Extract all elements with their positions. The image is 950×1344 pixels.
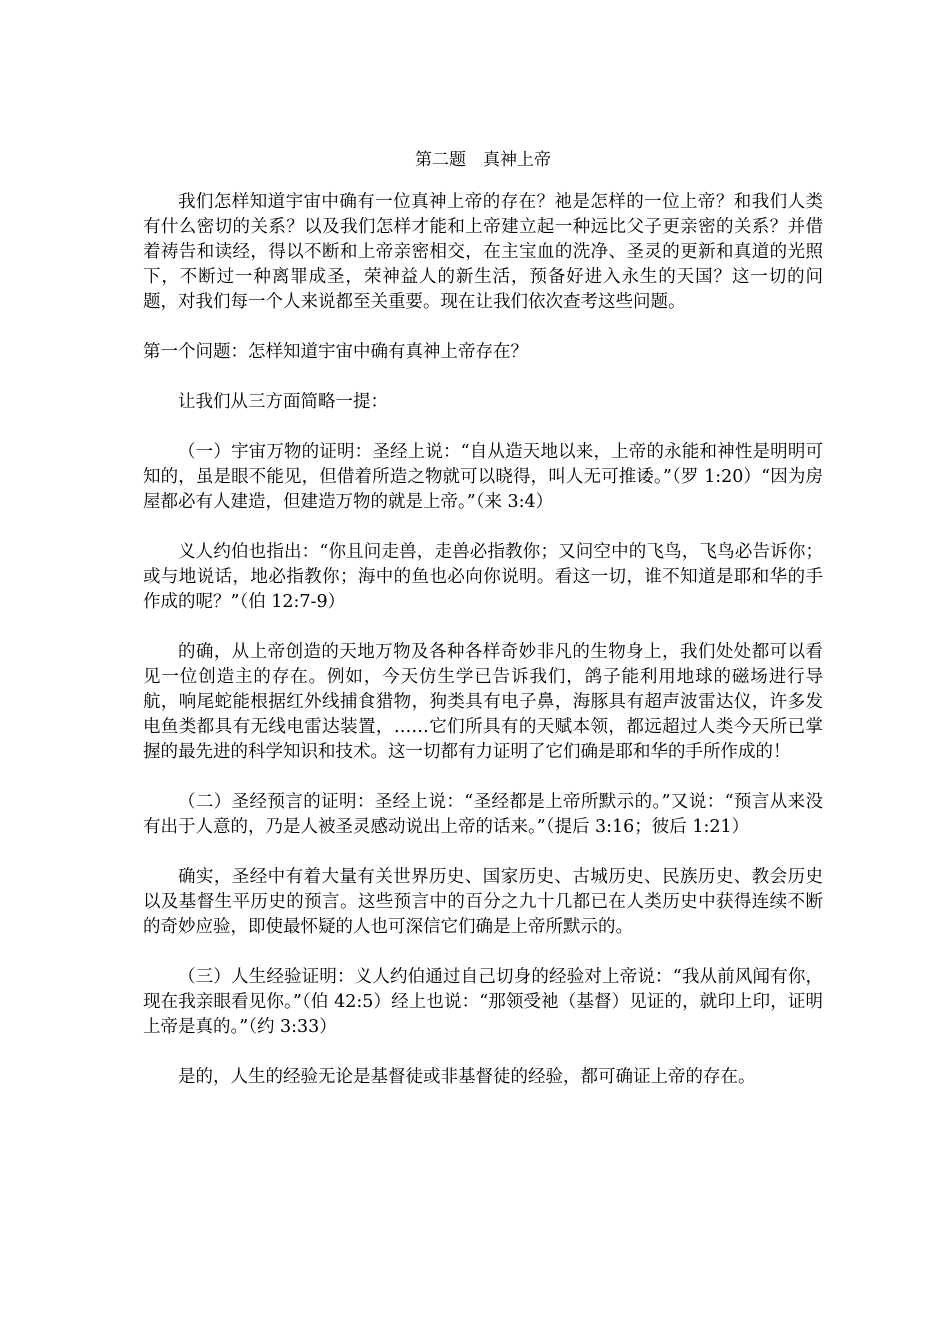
question-heading: 第一个问题：怎样知道宇宙中确有真神上帝存在？ — [143, 342, 528, 362]
prophecy-fulfilment-paragraph: 确实，圣经中有着大量有关世界历史、国家历史、古城历史、民族历史、教会历史以及基督生平历史的预言。这些预言中的百分之九十几都已在人类历史中获得连续不断的奇妙应验，即使最怀疑的人也可深信它们确是上帝所默示的。 — [143, 867, 823, 937]
document-title: 第二题 真神上帝 — [415, 150, 551, 170]
bionics-paragraph: 的确，从上帝创造的天地万物及各种各样奇妙非凡的生物身上，我们处处都可以看见一位创造主的存在。例如，今天仿生学已告诉我们，鸽子能利用地球的磁场进行导航，响尾蛇能根据红外线捕食猎物，狗类具有电子鼻，海豚具有超声波雷达仪，许多发电鱼类都具有无线电雷达装置，……它们所具有的天赋本领，都远超过人类今天所已掌握的最先进的科学知识和技术。这一切都有力证明了它们确是耶和华的手所作成的！ — [143, 642, 823, 762]
section-lead: 让我们从三方面简略一提： — [178, 392, 388, 412]
job-quote-paragraph: 义人约伯也指出：“你且问走兽，走兽必指教你；又问空中的飞鸟，飞鸟必告诉你；或与地说话，地必指教你；海中的鱼也必向你说明。看这一切，谁不知道是耶和华的手作成的呢？”（伯 12:7-9） — [143, 542, 823, 612]
intro-paragraph: 我们怎样知道宇宙中确有一位真神上帝的存在？祂是怎样的一位上帝？和我们人类有什么密切的关系？以及我们怎样才能和上帝建立起一种远比父子更亲密的关系？并借着祷告和读经，得以不断和上帝亲密相交，在主宝血的洗净、圣灵的更新和真道的光照下，不断过一种离罪成圣，荣神益人的新生活，预备好进入永生的天国？这一切的问题，对我们每一个人来说都至关重要。现在让我们依次查考这些问题。 — [143, 192, 823, 312]
proof-prophecy-paragraph: （二）圣经预言的证明：圣经上说：“圣经都是上帝所默示的。”又说：“预言从来没有出于人意的，乃是人被圣灵感动说出上帝的话来。”（提后 3:16；彼后 1:21） — [143, 792, 823, 837]
proof-universe-paragraph: （一）宇宙万物的证明：圣经上说：“自从造天地以来，上帝的永能和神性是明明可知的，虽是眼不能见，但借着所造之物就可以晓得，叫人无可推诿。”（罗 1:20）“因为房屋都必有人建造，但建造万物的就是上帝。”（来 3:4） — [143, 442, 823, 512]
document-body — [143, 146, 823, 1115]
experience-conclusion-paragraph: 是的，人生的经验无论是基督徒或非基督徒的经验，都可确证上帝的存在。 — [178, 1067, 756, 1087]
proof-experience-paragraph: （三）人生经验证明：义人约伯通过自己切身的经验对上帝说：“我从前风闻有你，现在我亲眼看见你。”（伯 42:5）经上也说：“那领受祂（基督）见证的，就印上印，证明上帝是真的。”（约 3:33） — [143, 967, 823, 1037]
